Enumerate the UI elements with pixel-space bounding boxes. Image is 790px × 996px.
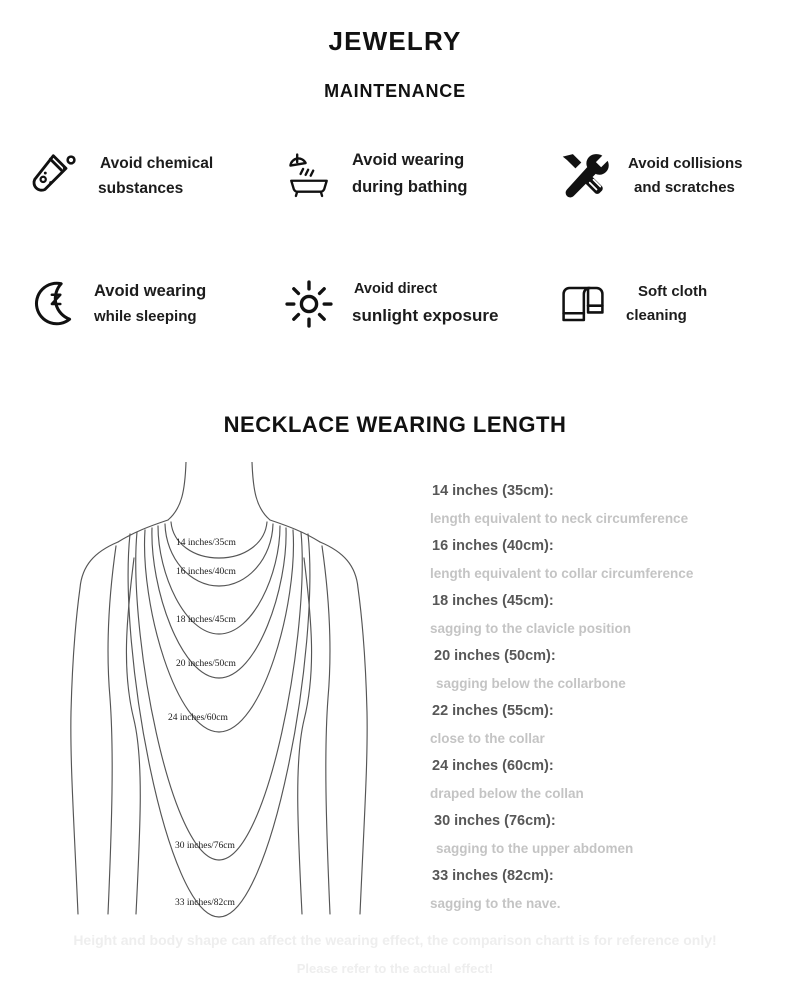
care-tip-label xyxy=(352,147,467,200)
care-tip-label xyxy=(352,278,498,329)
care-tip-line2: while sleeping xyxy=(94,308,197,326)
sun-icon xyxy=(282,277,336,331)
necklace-length-diagram xyxy=(38,462,398,922)
diagram-label: 33 inches/82cm xyxy=(175,898,235,908)
length-description: sagging to the upper abdomen xyxy=(436,840,634,856)
care-tip-line2: during bathing xyxy=(352,178,468,196)
diagram-label: 24 inches/60cm xyxy=(168,713,228,723)
care-tip-sleeping xyxy=(24,277,206,331)
necklace-length-list xyxy=(430,484,780,910)
footer-disclaimer-line2: Please refer to the actual effect! xyxy=(296,961,494,976)
care-tip-chemical xyxy=(28,149,213,203)
length-heading: 24 inches (60cm): xyxy=(432,758,554,774)
care-tip-line2: sunlight exposure xyxy=(352,305,499,325)
care-tip-label xyxy=(98,151,213,201)
tools-icon xyxy=(556,149,610,203)
flask-icon xyxy=(28,149,82,203)
care-tip-line1: Avoid collisions xyxy=(628,154,743,172)
diagram-label: 16 inches/40cm xyxy=(176,567,236,577)
length-description: length equivalent to collar circumference xyxy=(430,565,694,581)
diagram-label: 20 inches/50cm xyxy=(176,659,236,669)
torso-illustration xyxy=(38,462,398,922)
length-description: sagging to the clavicle position xyxy=(430,620,632,636)
care-tip-line1: Soft cloth xyxy=(638,282,708,300)
length-heading: 20 inches (50cm): xyxy=(434,648,556,664)
page-subtitle: MAINTENANCE xyxy=(324,81,466,101)
diagram-label: 14 inches/35cm xyxy=(176,538,236,548)
care-tip-line2: substances xyxy=(98,180,184,197)
care-tip-line2: cleaning xyxy=(626,307,687,324)
length-description: draped below the collan xyxy=(430,785,584,801)
length-heading: 33 inches (82cm): xyxy=(432,868,554,884)
care-tip-line1: Avoid direct xyxy=(354,281,438,298)
diagram-label: 30 inches/76cm xyxy=(175,841,235,851)
care-tip-line1: Avoid chemical xyxy=(100,154,214,172)
folded-cloth-icon xyxy=(556,277,610,331)
care-tip-cleaning xyxy=(556,277,707,331)
length-description: sagging to the nave. xyxy=(430,895,561,911)
footer-disclaimer-line1: Height and body shape can affect the wearing effect, the comparison chartt is for reference only! xyxy=(73,932,717,948)
care-tip-line1: Avoid wearing xyxy=(352,151,465,170)
care-tip-line1: Avoid wearing xyxy=(94,282,207,301)
length-heading: 18 inches (45cm): xyxy=(432,593,554,609)
care-tip-label xyxy=(626,280,707,329)
length-description: sagging below the collarbone xyxy=(436,675,626,691)
length-heading: 14 inches (35cm): xyxy=(432,483,554,499)
care-tip-label xyxy=(626,152,742,201)
care-tips-grid xyxy=(0,145,790,375)
length-description: length equivalent to neck circumference xyxy=(430,510,689,526)
care-tip-label xyxy=(94,278,206,329)
diagram-label: 18 inches/45cm xyxy=(176,615,236,625)
care-tip-bathing xyxy=(282,147,467,201)
shower-icon xyxy=(282,147,336,201)
length-heading: 22 inches (55cm): xyxy=(432,703,554,719)
page-title: JEWELRY xyxy=(328,26,462,56)
care-tip-collisions xyxy=(556,149,742,203)
moon-icon xyxy=(24,277,78,331)
care-tip-line2: and scratches xyxy=(634,179,735,196)
section-title: NECKLACE WEARING LENGTH xyxy=(223,412,567,437)
care-tip-sunlight xyxy=(282,277,498,331)
length-description: close to the collar xyxy=(430,730,545,746)
length-heading: 16 inches (40cm): xyxy=(432,538,554,554)
length-heading: 30 inches (76cm): xyxy=(434,813,556,829)
